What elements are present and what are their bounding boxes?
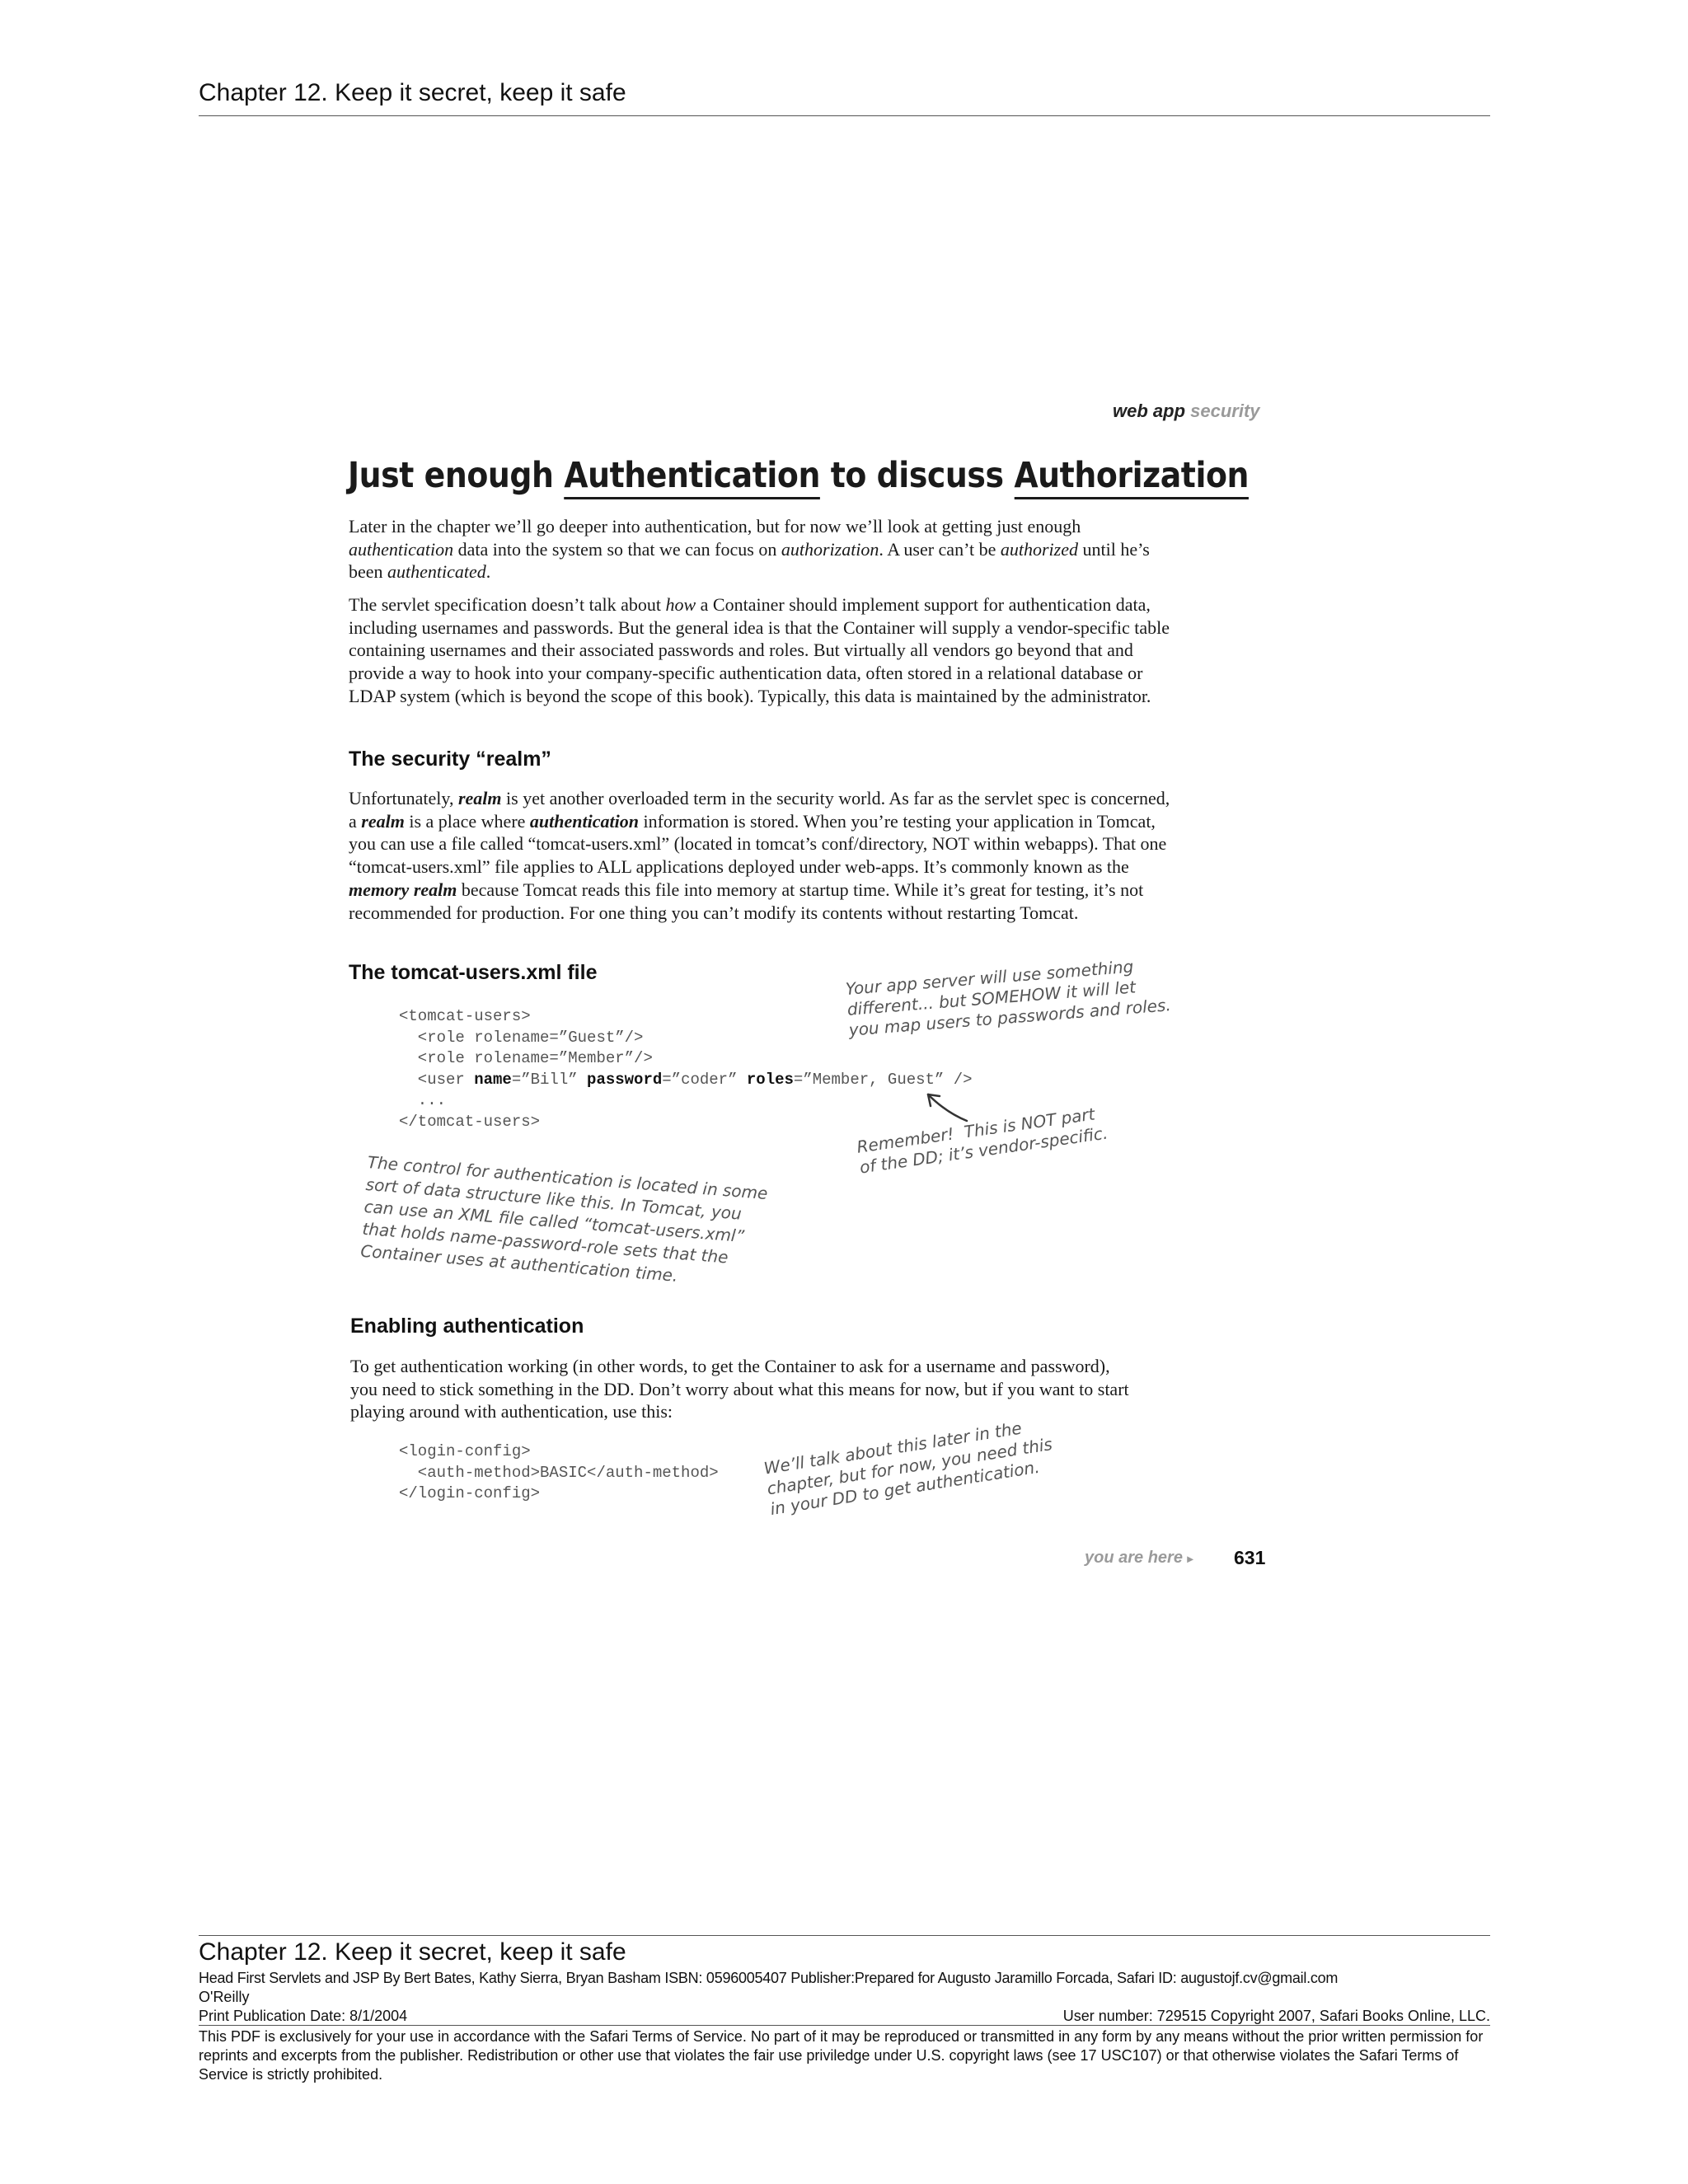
text-run: because Tomcat reads this file into memory at startup time. While it’s great for testing, it’s not recommended for production. For one thing you can’t modify its contents without restarting Tomcat. xyxy=(349,879,1144,923)
triangle-right-icon: ▸ xyxy=(1187,1552,1193,1565)
text-run: Later in the chapter we’ll go deeper into authentication, but for now we’ll look at getting just enough xyxy=(349,516,1081,537)
code-run: =”Bill” xyxy=(511,1070,588,1089)
section-tag-light: security xyxy=(1190,401,1260,421)
page-title xyxy=(348,455,1249,496)
enabling-paragraph: To get authentication working (in other words, to get the Container to ask for a username and password), you need to stick something in the DD. Don’t worry about what this means for now, but if you want to start playing around with authentication, use this: xyxy=(350,1356,1129,1422)
footer-divider-mid xyxy=(199,2025,1490,2026)
title-authentication: Authentication xyxy=(564,455,820,499)
footer-legal: This PDF is exclusively for your use in accordance with the Safari Terms of Service. No part of it may be reproduced or transmitted in any form by any means without the prior written permission for reprints and excerpts from the publisher. Redistribution or other use that violates the fair use priviledge under U.S. copyright laws (see 17 USC107) or that otherwise violates the Safari Terms of Service is strictly prohibited. xyxy=(199,2028,1484,2083)
bold-italic-run: realm xyxy=(361,810,405,832)
text-run: is a place where xyxy=(404,810,530,832)
italic-run: authorization xyxy=(781,538,879,560)
code-line: ... xyxy=(399,1091,447,1109)
footer-divider-top xyxy=(199,1935,1490,1936)
realm-heading: The security “realm” xyxy=(349,748,551,771)
code-line: </tomcat-users> xyxy=(399,1112,541,1131)
text-run: Unfortunately, xyxy=(349,788,458,808)
you-are-here xyxy=(1085,1549,1193,1568)
bold-italic-run: authentication xyxy=(529,810,639,832)
footer-publisher: O'Reilly xyxy=(199,1989,250,2005)
text-run: information is stored. When you’re testing your application in Tomcat, you can use a file called “tomcat-users.xml” (located in tomcat’s conf/directory, NOT within webapps). That one “tomcat-users.xml” file applies to ALL applications deployed under web-apps. It’s commonly known as the xyxy=(349,810,1167,878)
code-line: </login-config> xyxy=(399,1484,541,1502)
code-line: <role rolename=”Member”/> xyxy=(399,1049,653,1067)
italic-run: how xyxy=(665,594,696,615)
text-run: is yet another overloaded term in the security world. As far as the servlet spec is concerned, a xyxy=(349,788,1170,832)
text-run: until he’s been xyxy=(349,538,1150,583)
code-keyword: roles xyxy=(746,1070,794,1089)
title-part2: to discuss xyxy=(819,455,1015,496)
intro-paragraph-2 xyxy=(349,593,1173,708)
note-login-config: We’ll talk about this later in the chapter, but for now, you need this in your DD to get authentication. xyxy=(762,1418,1054,1520)
text-run: . A user can’t be xyxy=(879,538,1001,560)
code-keyword: name xyxy=(474,1070,512,1089)
code-line: <tomcat-users> xyxy=(399,1007,531,1025)
title-authorization: Authorization xyxy=(1014,455,1249,499)
italic-run: authentication xyxy=(349,538,454,560)
code-run: <user xyxy=(399,1070,475,1089)
running-header: Chapter 12. Keep it secret, keep it safe xyxy=(199,79,626,106)
enabling-heading: Enabling authentication xyxy=(350,1315,584,1338)
code-line: <login-config> xyxy=(399,1442,531,1460)
note-not-dd: Remember! This is NOT part of the DD; it’s vendor-specific. xyxy=(856,1104,1109,1178)
note-control: The control for authentication is located in some sort of data structure like this. In Tomcat, you can use an XML file called “tomcat-users.xml” that holds name-password-role sets that the Container uses at authentication time. xyxy=(359,1151,769,1286)
tomcat-file-heading: The tomcat-users.xml file xyxy=(349,961,598,984)
text-run: . xyxy=(485,561,491,583)
text-run: The servlet specification doesn’t talk about xyxy=(349,594,666,615)
title-part1: Just enough xyxy=(348,455,565,496)
text-run: data into the system so that we can focus on xyxy=(453,538,781,560)
bold-italic-run: realm xyxy=(457,788,502,808)
header-divider xyxy=(199,115,1490,116)
italic-run: authenticated xyxy=(387,561,486,583)
text-run: a Container should implement support for authentication data, including usernames and passwords. But the general idea is that the Container will supply a vendor-specific table containing usernames and their associated passwords and roles. But virtually all vendors go beyond that and provide a way to hook into your company-specific authentication data, often stored in a relational database or LDAP system (which is beyond the scope of this book). Typically, this data is maintained by the administrator. xyxy=(349,594,1170,706)
code-run: =”Member, Guest” /> xyxy=(793,1070,973,1089)
note-app-server: Your app server will use something different... but SOMEHOW it will let you map users to passwords and roles. xyxy=(845,956,1172,1040)
code-line xyxy=(399,1070,973,1091)
footer-pub-date: Print Publication Date: 8/1/2004 xyxy=(199,2008,408,2024)
section-tag-bold: web app xyxy=(1113,401,1186,421)
arrow-icon xyxy=(921,1088,971,1125)
footer-user-copyright: User number: 729515 Copyright 2007, Safari Books Online, LLC. xyxy=(1062,2008,1490,2024)
code-keyword: password xyxy=(587,1070,663,1089)
intro-paragraph-1 xyxy=(349,515,1160,583)
italic-run: authorized xyxy=(1000,538,1078,560)
section-tag xyxy=(1113,401,1260,422)
you-are-here-label: you are here xyxy=(1085,1549,1183,1567)
code-line: <role rolename=”Guest”/> xyxy=(399,1028,644,1047)
bold-italic-run: memory realm xyxy=(349,879,457,900)
code-line: <auth-method>BASIC</auth-method> xyxy=(399,1463,719,1482)
login-config-code xyxy=(399,1441,719,1505)
footer-book-line: Head First Servlets and JSP By Bert Bates, Kathy Sierra, Bryan Basham ISBN: 0596005407 Publisher:Prepared for Augusto Jaramillo Forcada, Safari ID: augustojf.cv@gmail.com xyxy=(199,1970,1339,1986)
page-number: 631 xyxy=(1234,1547,1266,1568)
realm-paragraph xyxy=(349,787,1173,924)
footer-chapter: Chapter 12. Keep it secret, keep it safe xyxy=(199,1938,626,1966)
code-run: =”coder” xyxy=(662,1070,747,1089)
